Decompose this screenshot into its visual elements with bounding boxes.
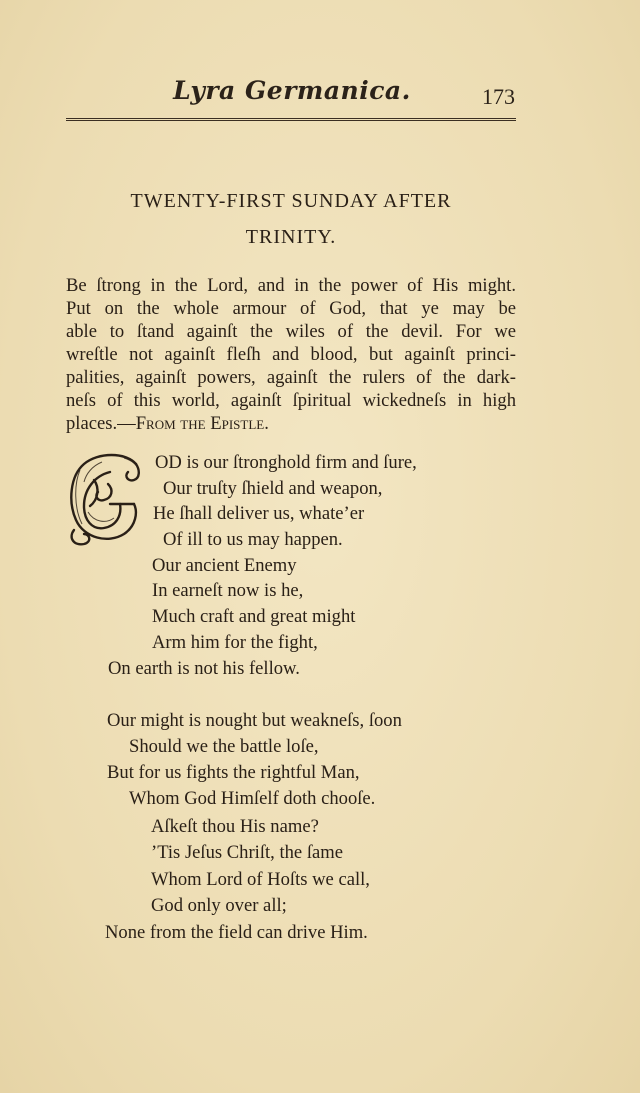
dropcap-ornament-icon (64, 450, 148, 548)
epigraph-line: neſs of this world, againſt ſpiritual wickedneſs in high (66, 390, 516, 411)
header-rule (66, 118, 516, 121)
epigraph-line: places.— (66, 413, 136, 434)
verse-line: God only over all; (151, 895, 287, 916)
verse-line: Of ill to us may happen. (163, 529, 343, 550)
running-title: Lyra Germanica. (173, 76, 411, 105)
epigraph-line: palities, againſt powers, againſt the rulers of the dark- (66, 367, 516, 388)
verse-line: In earneſt now is he, (152, 580, 304, 601)
chapter-title-line-2: TRINITY. (245, 226, 337, 248)
epigraph-last-line (66, 412, 516, 435)
verse-line: None from the field can drive Him. (105, 922, 368, 943)
chapter-title-line-1: TWENTY-FIRST SUNDAY AFTER (130, 190, 452, 212)
epigraph-line: Put on the whole armour of God, that ye may be (66, 298, 516, 319)
verse-line: He ſhall deliver us, whate’er (153, 503, 365, 524)
epigraph-line: wreſtle not againſt fleſh and blood, but againſt princi- (66, 344, 516, 365)
verse-line: Our ancient Enemy (152, 555, 297, 576)
verse-line: On earth is not his fellow. (108, 658, 300, 679)
ornamental-dropcap-g (64, 450, 148, 548)
epigraph-line: Be ſtrong in the Lord, and in the power of His might. (66, 275, 516, 296)
verse-line: But for us fights the rightful Man, (107, 762, 360, 783)
verse-line: Arm him for the fight, (152, 632, 318, 653)
verse-line: Whom Lord of Hoſts we call, (151, 869, 370, 890)
verse-line: Our might is nought but weakneſs, ſoon (107, 710, 402, 731)
verse-line: ’Tis Jeſus Chriſt, the ſame (151, 842, 343, 863)
verse-line: Should we the battle loſe, (129, 736, 319, 757)
running-head (66, 72, 518, 116)
epigraph (66, 274, 516, 435)
epigraph-source: From the Epistle. (135, 413, 269, 434)
epigraph-line: able to ſtand againſt the wiles of the devil. For we (66, 321, 516, 342)
verse-line: Aſkeſt thou His name? (151, 816, 319, 837)
verse-line: Much craft and great might (152, 606, 356, 627)
page-number: 173 (482, 84, 515, 109)
verse-line: OD is our ſtronghold firm and ſure, (155, 452, 417, 473)
verse-line: Our truſty ſhield and weapon, (163, 478, 383, 499)
verse-line: Whom God Himſelf doth chooſe. (129, 788, 376, 809)
